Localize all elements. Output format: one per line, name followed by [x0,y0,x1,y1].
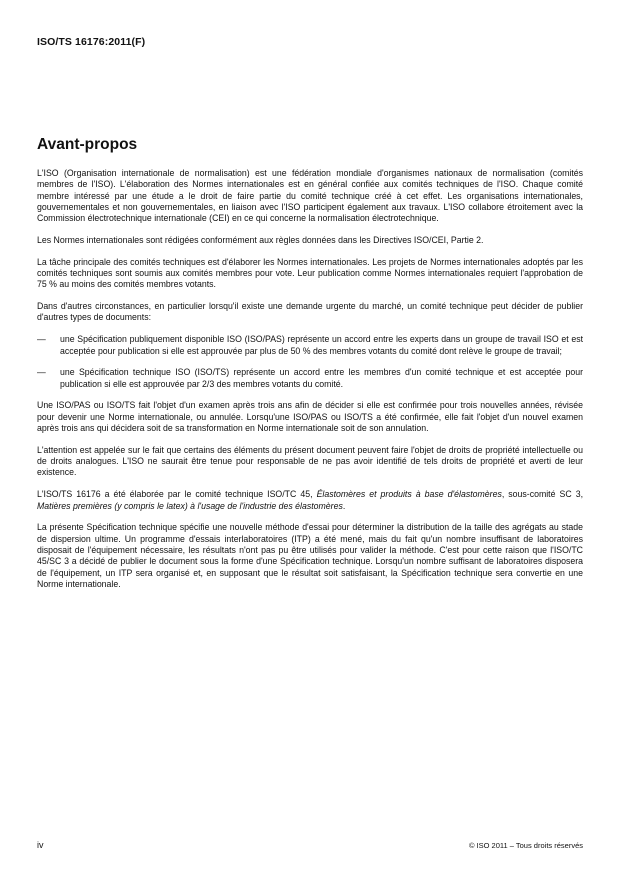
list-item-iso-pas [37,334,583,357]
section-title: Avant-propos [37,136,138,153]
paragraph-review: Une ISO/PAS ou ISO/TS fait l'objet d'un examen après trois ans afin de décider si elle est confirmée pour trois nouvelles années, révisée pour devenir une Norme internationale, ou annulée. Lorsqu'une ISO/PAS ou ISO/TS a été confirmée, elle fait l'objet d'un nouvel examen après trois ans qui décidera soit de sa transformation en Norme internationale soit de son annulation. [37,400,583,434]
paragraph-main-task: La tâche principale des comités techniques est d'élaborer les Normes internationales. Les projets de Normes internationales adoptés par les comités techniques sont soumis aux comités membres pour vote. Leur publication comme Normes internationales requiert l'approbation de 75 % au moins des comités membres votants. [37,256,583,290]
paragraph-technical-specification: La présente Spécification technique spécifie une nouvelle méthode d'essai pour déterminer la distribution de la taille des agrégats au stade de dispersion ultime. Un programme d'essais interlaboratoires (ITP) a été mené, mais du fait qu'un nombre insuffisant de laboratoires disposait de l'équipement nécessaire, les résultats n'ont pas pu être utilisés pour valider la méthode. C'est pour cette raison que l'ISO/TC 45/SC 3 a décidé de publier le document sous la forme d'une Spécification technique. Lorsqu'un nombre suffisant de laboratoires disposera de l'équipement, un ITP sera organisé et, en supposant que le résultat soit satisfaisant, la Spécification technique sera convertie en une Norme internationale. [37,522,583,589]
period: . [342,500,346,511]
subcommittee-text: , sous-comité SC 3, [501,489,584,500]
copyright-notice: © ISO 2011 – Tous droits réservés [468,841,583,850]
paragraph-prepared-by [37,489,583,512]
committee-title: Élastomères et produits à base d'élastomères [316,489,502,500]
page-number: iv [37,840,44,850]
prepared-by-text: L'ISO/TS 16176 a été élaborée par le comité technique ISO/TC 45, [37,489,313,500]
paragraph-patent-rights: L'attention est appelée sur le fait que certains des éléments du présent document peuvent faire l'objet de droits de propriété intellectuelle ou de droits analogues. L'ISO ne saurait être tenue pour responsable de ne pas avoir identifié de tels droits de propriété et averti de leur existence. [37,444,583,478]
paragraph-other-circumstances: Dans d'autres circonstances, en particulier lorsqu'il existe une demande urgente du marché, un comité technique peut décider de publier d'autres types de documents: [37,301,583,323]
paragraph-directives: Les Normes internationales sont rédigées conformément aux règles données dans les Directives ISO/CEI, Partie 2. [37,234,484,245]
document-identifier: ISO/TS 16176:2011(F) [37,36,146,48]
document-types-list [37,334,583,390]
dash-marker: — [37,334,46,345]
paragraph-iso-organisation: L'ISO (Organisation internationale de normalisation) est une fédération mondiale d'organismes nationaux de normalisation (comités membres de l'ISO). L'élaboration des Normes internationales est en général confiée aux comités techniques de l'ISO. Chaque comité membre intéressé par une étude a le droit de faire partie du comité technique créé à cet effet. Les organisations internationales, gouvernementales et non gouvernementales, en liaison avec l'ISO participent également aux travaux. L'ISO collabore étroitement avec la Commission électrotechnique internationale (CEI) en ce qui concerne la normalisation électrotechnique. [37,168,583,224]
subcommittee-title: Matières premières (y compris le latex) à l'usage de l'industrie des élastomères [37,500,343,511]
list-item-text: une Spécification publiquement disponible ISO (ISO/PAS) représente un accord entre les experts dans un groupe de travail ISO et est acceptée pour publication si elle est approuvée par plus de 50 % des membres votants du comité dont relève le groupe de travail; [60,334,583,356]
foreword-body [37,168,583,601]
list-item-text: une Spécification technique ISO (ISO/TS) représente un accord entre les membres d'un comité technique et est acceptée pour publication si elle est approuvée par 2/3 des membres votants du comité. [60,367,583,389]
list-item-iso-ts [37,367,583,390]
dash-marker: — [37,367,46,378]
